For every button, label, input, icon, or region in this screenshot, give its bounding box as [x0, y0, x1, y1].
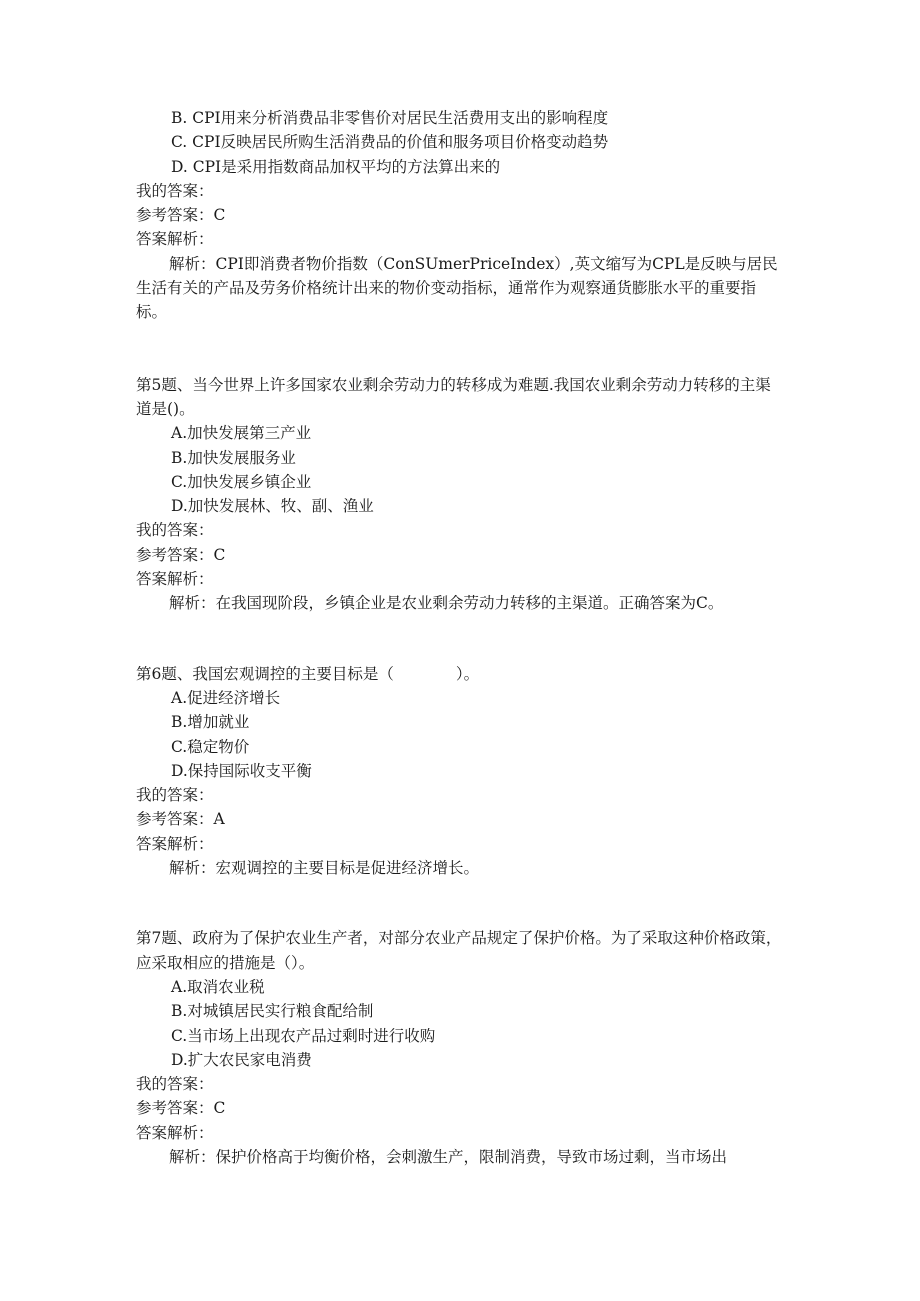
spacer — [136, 325, 786, 373]
option-c: C.稳定物价 — [171, 737, 250, 756]
reference-answer: 参考答案：C — [136, 206, 226, 225]
option-c: C.当市场上出现农产品过剩时进行收购 — [171, 1026, 436, 1045]
my-answer: 我的答案： — [136, 521, 214, 540]
question-stem: 第7题、政府为了保护农业生产者，对部分农业产品规定了保护价格。为了采取这种价格政策，应采取相应的措施是（）。 — [136, 929, 782, 972]
question-stem: 第5题、当今世界上许多国家农业剩余劳动力的转移成为难题.我国农业剩余劳动力转移的主渠道是()。 — [136, 375, 771, 418]
reference-answer: 参考答案：A — [136, 810, 225, 829]
analysis-text: 解析：在我国现阶段，乡镇企业是农业剩余劳动力转移的主渠道。正确答案为C。 — [169, 594, 724, 613]
analysis-text: 解析：保护价格高于均衡价格，会刺激生产，限制消费，导致市场过剩，当市场出 — [169, 1147, 728, 1166]
option-c: C. CPI反映居民所购生活消费品的价值和服务项目价格变动趋势 — [171, 133, 609, 152]
reference-answer: 参考答案：C — [136, 1099, 226, 1118]
my-answer: 我的答案： — [136, 1075, 214, 1094]
question-6 — [136, 662, 786, 881]
question-7 — [136, 926, 786, 1169]
analysis-label: 答案解析： — [136, 1123, 214, 1142]
analysis-text: 解析：宏观调控的主要目标是促进经济增长。 — [169, 859, 480, 878]
option-b: B.加快发展服务业 — [171, 448, 296, 467]
option-b: B. CPI用来分析消费品非零售价对居民生活费用支出的影响程度 — [171, 109, 609, 127]
question-stem: 第6题、我国宏观调控的主要目标是（ ）。 — [136, 664, 480, 683]
option-d: D. CPI是采用指数商品加权平均的方法算出来的 — [171, 157, 501, 176]
question-4 — [136, 106, 786, 325]
spacer — [136, 616, 786, 662]
option-b: B.增加就业 — [171, 713, 250, 732]
analysis-label: 答案解析： — [136, 570, 214, 589]
option-d: D.保持国际收支平衡 — [171, 761, 312, 780]
option-a: A.加快发展第三产业 — [171, 424, 312, 443]
analysis-text: 解析：CPI即消费者物价指数（ConSUmerPriceIndex）,英文缩写为CPL是反映与居民生活有关的产品及劳务价格统计出来的物价变动指标，通常作为观察通货膨胀水平的重要指标。 — [136, 254, 778, 322]
option-b: B.对城镇居民实行粮食配给制 — [171, 1002, 374, 1021]
analysis-label: 答案解析： — [136, 834, 214, 853]
my-answer: 我的答案： — [136, 786, 214, 805]
option-d: D.加快发展林、牧、副、渔业 — [171, 497, 374, 516]
spacer — [136, 880, 786, 926]
question-5 — [136, 373, 786, 616]
option-c: C.加快发展乡镇企业 — [171, 472, 312, 491]
option-d: D.扩大农民家电消费 — [171, 1050, 312, 1069]
option-a: A.取消农业税 — [171, 977, 265, 996]
reference-answer: 参考答案：C — [136, 545, 226, 564]
document-page — [136, 106, 786, 1169]
analysis-label: 答案解析： — [136, 230, 214, 249]
my-answer: 我的答案： — [136, 181, 214, 200]
option-a: A.促进经济增长 — [171, 688, 281, 707]
